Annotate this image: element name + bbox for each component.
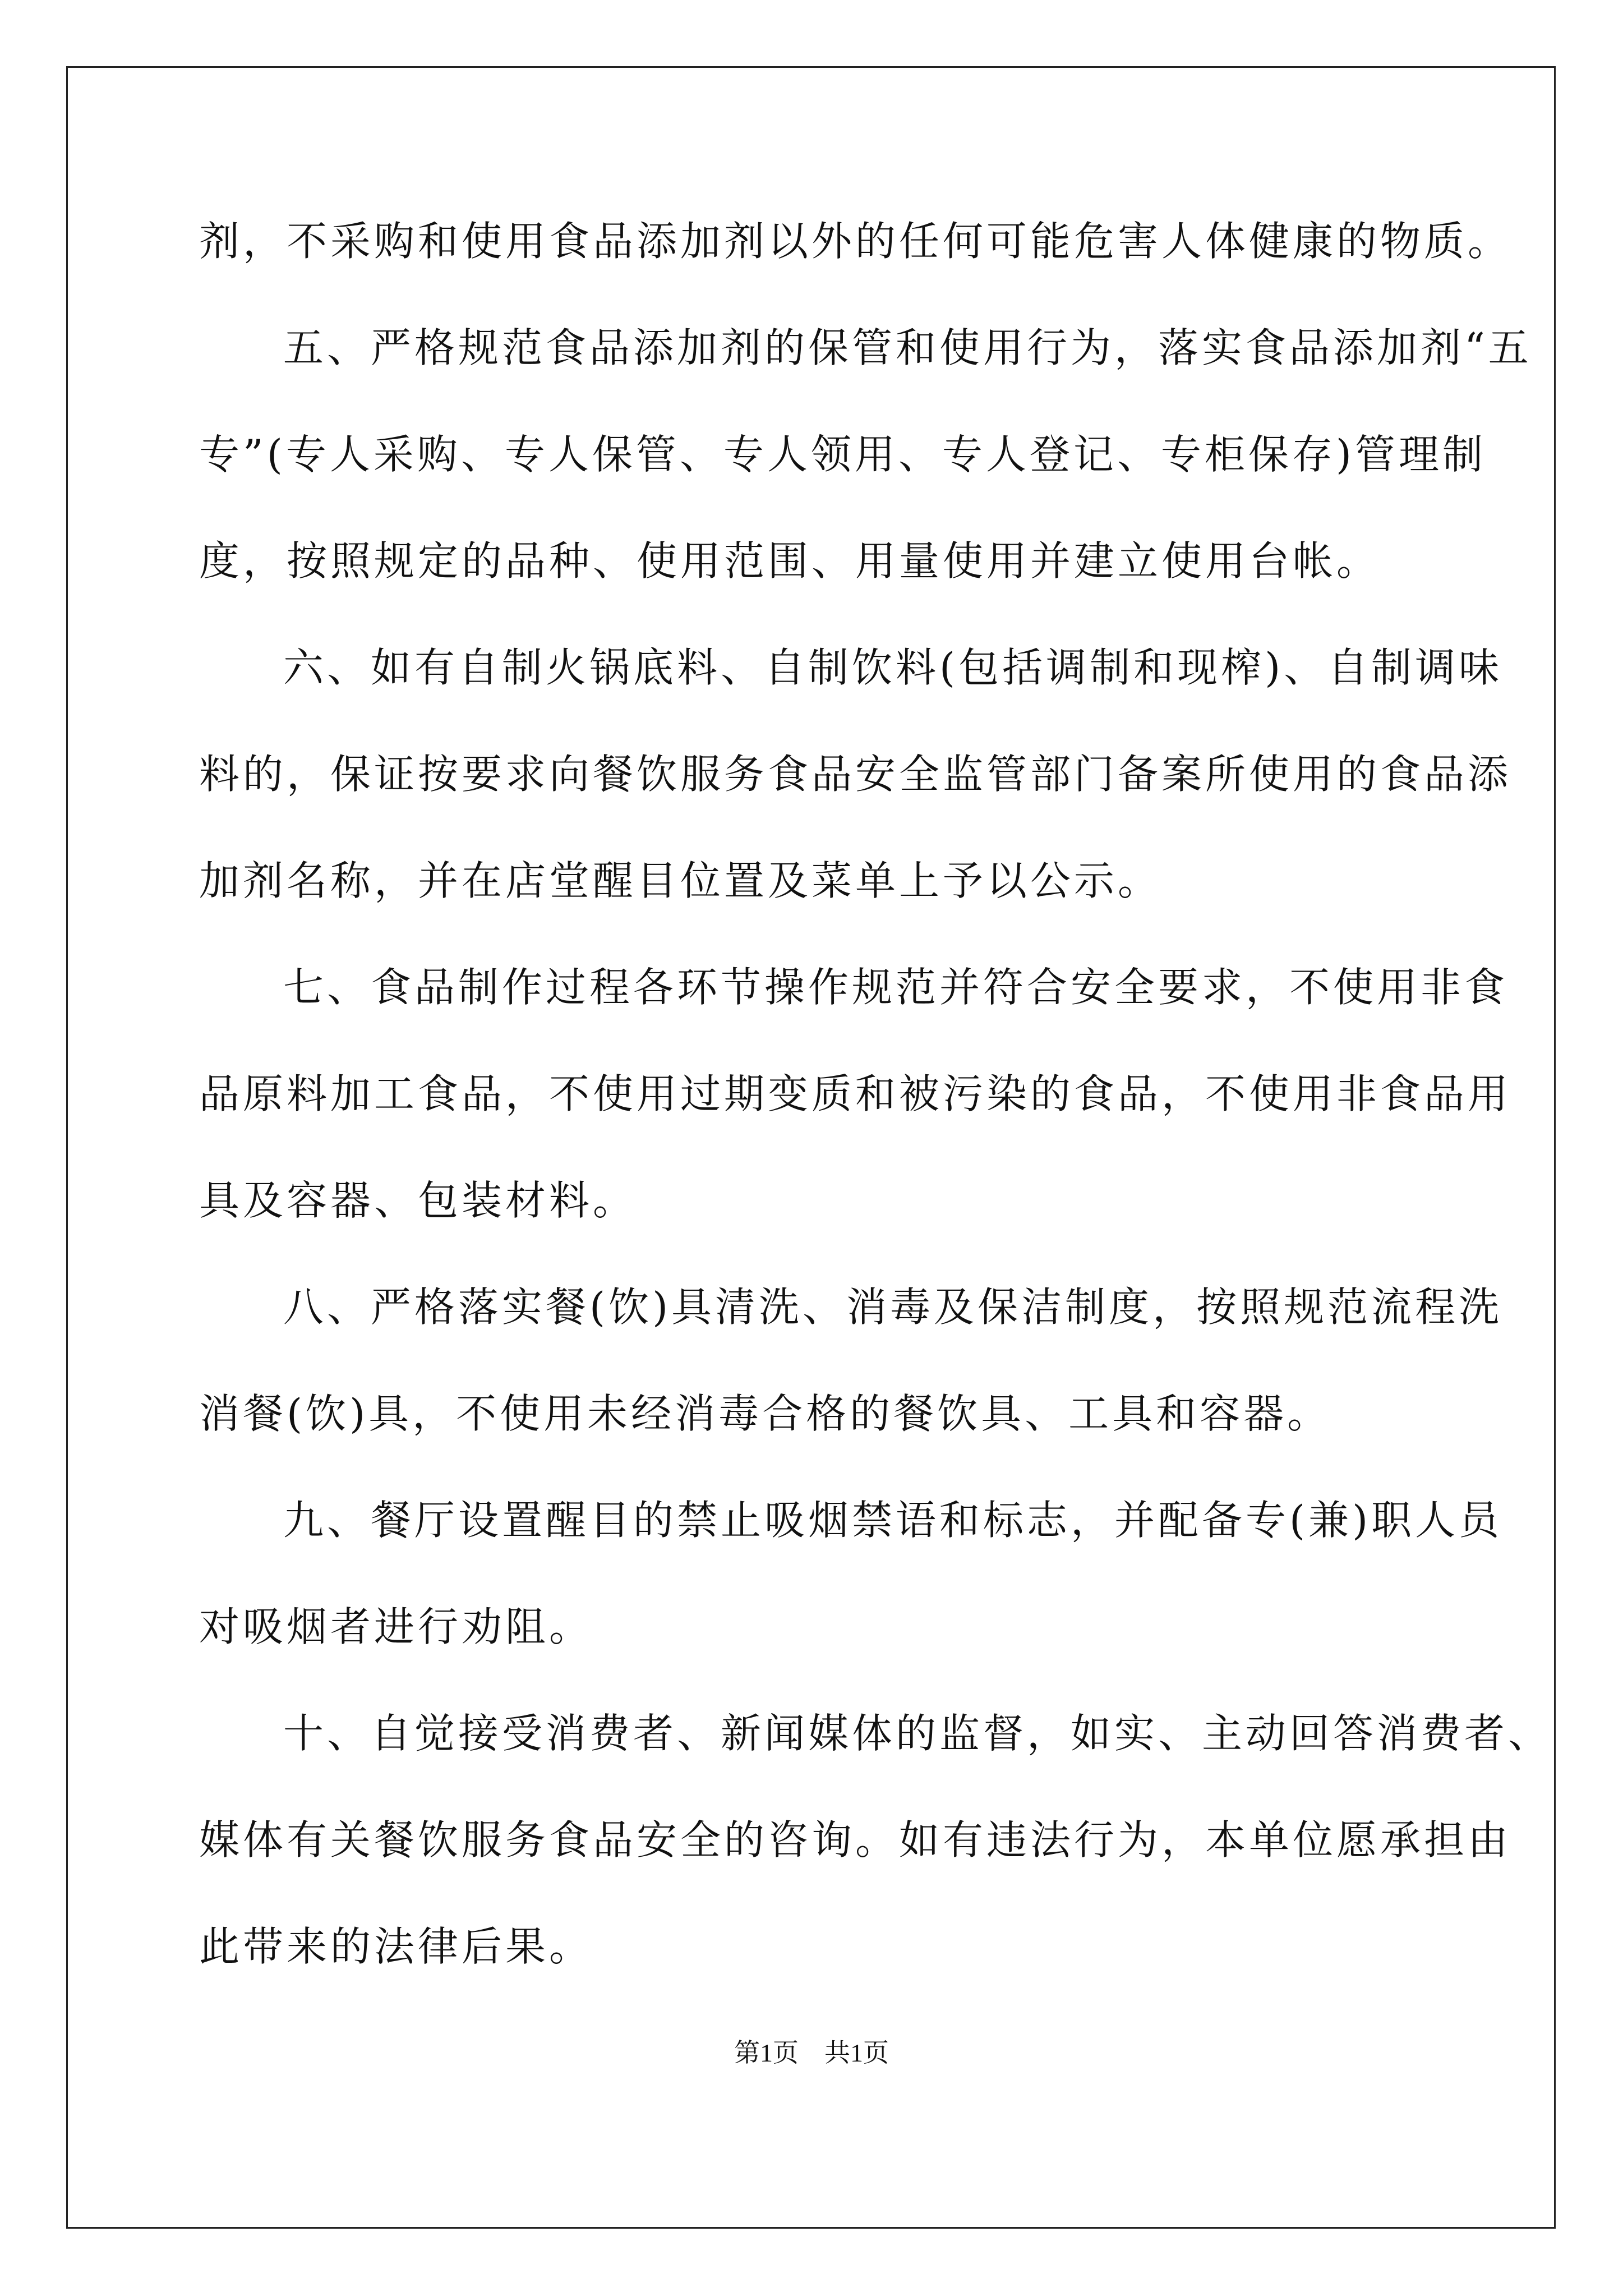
text-line: 料的，保证按要求向餐饮服务食品安全监管部门备案所使用的食品添: [199, 751, 1512, 798]
paragraph-5-line-1: 五、严格规范食品添加剂的保管和使用行为，落实食品添加剂“五: [283, 324, 1532, 371]
paragraph-6-line-1: 六、如有自制火锅底料、自制饮料(包括调制和现榨)、自制调味: [283, 644, 1503, 691]
text-line: 具及容器、包装材料。: [199, 1177, 637, 1224]
text-line: 加剂名称，并在店堂醒目位置及菜单上予以公示。: [199, 857, 1162, 904]
paragraph-8-line-1: 八、严格落实餐(饮)具清洗、消毒及保洁制度，按照规范流程洗: [283, 1283, 1503, 1331]
text-line: 此带来的法律后果。: [199, 1923, 593, 1970]
page-border: [66, 66, 1556, 2229]
paragraph-9-line-1: 九、餐厅设置醒目的禁止吸烟禁语和标志，并配备专(兼)职人员: [283, 1497, 1503, 1544]
text-line: 媒体有关餐饮服务食品安全的咨询。如有违法行为，本单位愿承担由: [199, 1816, 1512, 1864]
paragraph-7-line-1: 七、食品制作过程各环节操作规范并符合安全要求，不使用非食: [283, 964, 1509, 1011]
paragraph-10-line-1: 十、自觉接受消费者、新闻媒体的监督，如实、主动回答消费者、: [283, 1710, 1552, 1757]
text-line: 剂，不采购和使用食品添加剂以外的任何可能危害人体健康的物质。: [199, 218, 1512, 265]
text-line: 消餐(饮)具，不使用未经消毒合格的餐饮具、工具和容器。: [199, 1390, 1331, 1437]
text-line: 品原料加工食品，不使用过期变质和被污染的食品，不使用非食品用: [199, 1070, 1512, 1117]
text-line: 对吸烟者进行劝阻。: [199, 1603, 593, 1650]
text-line: 度，按照规定的品种、使用范围、用量使用并建立使用台帐。: [199, 537, 1381, 585]
page-number-footer: 第1页 共1页: [734, 2039, 889, 2067]
text-line: 专”(专人采购、专人保管、专人领用、专人登记、专柜保存)管理制: [199, 431, 1486, 478]
